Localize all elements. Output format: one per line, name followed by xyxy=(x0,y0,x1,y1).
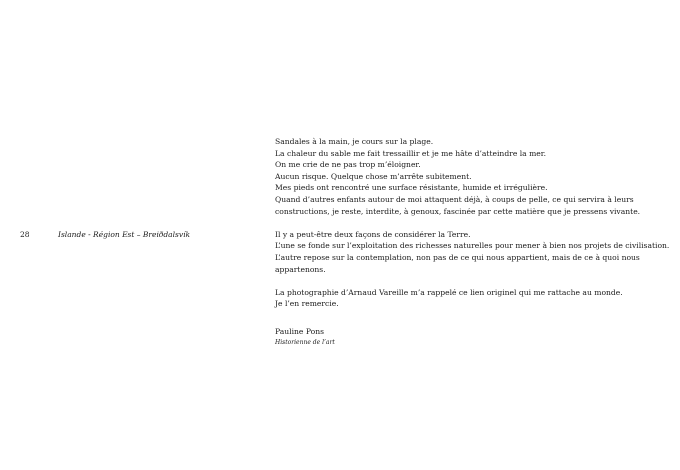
page-folio xyxy=(20,229,190,240)
text-line: appartenons. xyxy=(275,264,326,274)
text-line: Sandales à la main, je cours sur la plage. xyxy=(275,137,434,146)
text-line: La chaleur du sable me fait tressaillir et je me hâte d’atteindre la mer. xyxy=(275,148,546,158)
text-line: Mes pieds ont rencontré une surface résistante, humide et irrégulière. xyxy=(275,183,548,193)
author-signature xyxy=(275,326,655,347)
essay-text xyxy=(275,136,670,347)
location-caption: Islande - Région Est – Breiðdalsvík xyxy=(58,230,191,239)
paragraph-3 xyxy=(275,287,655,310)
text-line: L’une se fonde sur l’exploitation des richesses naturelles pour mener à bien nos projets de civilisation. xyxy=(275,241,670,251)
page-number: 28 xyxy=(20,230,30,239)
text-line: Je l’en remercie. xyxy=(275,299,339,309)
text-line: Il y a peut-être deux façons de considérer la Terre. xyxy=(275,229,471,239)
text-line: constructions, je reste, interdite, à genoux, fascinée par cette matière que je pressens vivante. xyxy=(275,206,641,216)
text-line: L’autre repose sur la contemplation, non pas de ce qui nous appartient, mais de ce à quoi nous xyxy=(275,252,640,262)
text-line: On me crie de ne pas trop m’éloigner. xyxy=(275,160,421,170)
paragraph-2 xyxy=(275,229,670,275)
author-name: Pauline Pons xyxy=(275,326,325,336)
paragraph-1 xyxy=(275,136,655,217)
author-role: Historienne de l’art xyxy=(275,338,335,346)
text-line: Aucun risque. Quelque chose m’arrête subitement. xyxy=(275,171,472,181)
text-line: Quand d’autres enfants autour de moi attaquent déjà, à coups de pelle, ce qui servira à leurs xyxy=(275,194,634,204)
text-line: La photographie d’Arnaud Vareille m’a rappelé ce lien originel qui me rattache au monde. xyxy=(275,287,623,297)
